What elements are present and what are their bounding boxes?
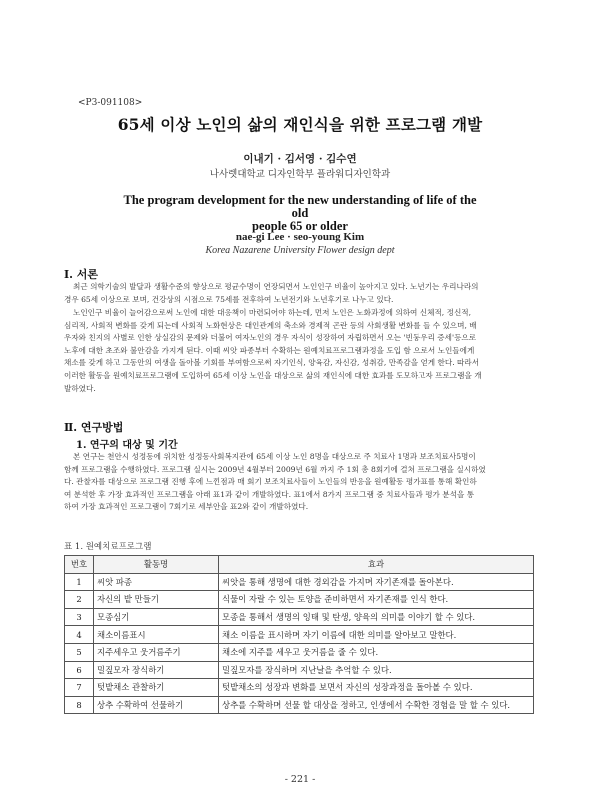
row-effect: 모종을 통해서 생명의 잉태 및 탄생, 양육의 의미를 이야기 할 수 있다.: [219, 608, 534, 626]
table-row: [65, 573, 534, 591]
row-activity: 채소이름표시: [94, 626, 219, 644]
authors-english: nae-gi Lee · seo-young Kim: [235, 231, 365, 243]
text-line: 하여 가장 효과적인 프로그램이 7회기로 세부안을 표2와 같이 개발하였다.: [64, 502, 309, 512]
text-line: 발하였다.: [64, 383, 96, 393]
table-row: [65, 661, 534, 679]
table-row: [65, 591, 534, 609]
text-line: 본 연구는 천안시 성정동에 위치한 성정동사회복지관에 65세 이상 노인 8명을 대상으로 주 치료사 1명과 보조치료사5명이: [73, 452, 476, 461]
row-number: 3: [65, 608, 94, 626]
text-line: 최근 의학기술의 발달과 생활수준의 향상으로 평균수명이 연장되면서 노인인구 비율이 높아지고 있다. 노년기는 우리나라의: [73, 282, 479, 291]
text-line: 노인인구 비율이 늘어감으로써 노인에 대한 대응책이 마련되어야 하는데, 먼저 노인은 노화과정에 의하여 신체적, 정신적,: [73, 308, 472, 317]
text-line: 이러한 활동을 원예치료프로그램에 도입하여 65세 이상 노인을 대상으로 삶의 재인식에 대한 효과를 도모하고자 프로그램을 개: [64, 370, 482, 380]
row-number: 8: [65, 696, 94, 714]
table-row: [65, 696, 534, 714]
intro-paragraph-2: [64, 307, 534, 395]
subsection-heading-subjects: 1. 연구의 대상 및 기간: [76, 440, 178, 451]
column-header-number: 번호: [65, 556, 94, 574]
program-table: [64, 555, 534, 714]
paper-code: <P3-091108>: [78, 98, 143, 108]
row-number: 2: [65, 591, 94, 609]
text-line: 여 분석한 후 가장 효과적인 프로그램을 아래 표1과 같이 개발하였다. 표1에서 8가지 프로그램 중 치료사들과 평가 분석을 통: [64, 489, 475, 499]
row-activity: 지주세우고 웃거름주기: [94, 643, 219, 661]
text-line: 심리적, 사회적 변화를 갖게 되는데 사회적 노화현상은 대인관계의 축소와 경제적 곤란 등의 사회생활 변화를 들 수 있으며, 배: [64, 320, 477, 330]
row-effect: 상추를 수확하며 선물 할 대상을 정하고, 인생에서 수확한 경험을 말 할 수 있다.: [219, 696, 534, 714]
row-effect: 채소에 지주를 세우고 웃거름을 줄 수 있다.: [219, 643, 534, 661]
paper-title-english-line1: The program development for the new understanding of life of the old: [123, 193, 477, 220]
row-activity: 씨앗 파종: [94, 573, 219, 591]
authors-korean: 이내기 · 김서영 · 김수연: [243, 153, 357, 165]
text-line: 다. 관찰자를 대상으로 프로그램 진행 후에 느낀점과 매 회기 보조치료사들이 노인들의 반응을 원예활동 평가표를 통해 확인하: [64, 477, 477, 487]
page-number: - 221 -: [284, 774, 316, 785]
table-row: [65, 608, 534, 626]
row-activity: 상추 수확하여 선물하기: [94, 696, 219, 714]
text-line: 노후에 대한 초조와 불안감을 가지게 된다. 이때 씨앗 파종부터 수확하는 원예치료프로그램과정을 도입 함 으로서 노인들에게: [64, 345, 475, 355]
row-effect: 텃밭채소의 성장과 변화를 보면서 자신의 성장과정을 돌아볼 수 있다.: [219, 679, 534, 697]
table-row: [65, 679, 534, 697]
paper-title-korean: 65세 이상 노인의 삶의 재인식을 위한 프로그램 개발: [117, 115, 483, 134]
text-line: 우자와 친지의 사별로 인한 상실감의 문제와 더불어 여자노인의 경우 자식이 성장하여 자립하면서 오는 '빈둥우리 증세'등으로: [64, 333, 477, 343]
paper-title-english-line2: people 65 or older: [252, 219, 348, 233]
section-heading-introduction: Ⅰ. 서론: [64, 268, 99, 281]
row-activity: 밀짚모자 장식하기: [94, 661, 219, 679]
text-line: 경우 65세 이상으로 보며, 건강상의 시점으로 75세를 전후하여 노년전기와 노년후기로 나누고 있다.: [64, 294, 394, 304]
row-number: 5: [65, 643, 94, 661]
text-line: 함께 프로그램을 수행하였다. 프로그램 실시는 2009년 4월부터 2009년 6월 까지 주 1회 총 8회기에 걸쳐 프로그램을 실시하였: [64, 464, 486, 474]
row-effect: 씨앗을 통해 생명에 대한 경외감을 가지며 자기존재를 돌아본다.: [219, 573, 534, 591]
row-activity: 모종심기: [94, 608, 219, 626]
row-number: 1: [65, 573, 94, 591]
column-header-activity: 활동명: [94, 556, 219, 574]
row-number: 4: [65, 626, 94, 644]
row-activity: 텃밭채소 관찰하기: [94, 679, 219, 697]
affiliation-korean: 나사렛대학교 디자인학부 플라워디자인학과: [209, 169, 391, 180]
table-row: [65, 626, 534, 644]
table-row: [65, 643, 534, 661]
row-effect: 채소 이름을 표시하며 자기 이름에 대한 의미를 알아보고 말한다.: [219, 626, 534, 644]
row-effect: 식물이 자랄 수 있는 토양을 준비하면서 자기존재를 인식 한다.: [219, 591, 534, 609]
table-header-row: [65, 556, 534, 574]
methods-paragraph: [64, 451, 534, 514]
intro-paragraph-1: [64, 281, 534, 306]
table-caption: 표 1. 원예치료프로그램: [64, 542, 152, 552]
text-line: 채소를 갖게 하고 그동안의 여생을 돌아볼 기회를 부여함으로써 자기인식, 양육감, 자신감, 성취감, 만족감을 얻게 한다. 따라서: [64, 358, 480, 368]
row-activity: 자신의 밭 만들기: [94, 591, 219, 609]
affiliation-english: Korea Nazarene University Flower design dept: [205, 245, 395, 256]
row-number: 6: [65, 661, 94, 679]
row-number: 7: [65, 679, 94, 697]
section-heading-methods: Ⅱ. 연구방법: [64, 421, 124, 434]
column-header-effect: 효과: [219, 556, 534, 574]
paper-title-english: [120, 194, 480, 233]
row-effect: 밀짚모자를 장식하며 지난날을 추억할 수 있다.: [219, 661, 534, 679]
